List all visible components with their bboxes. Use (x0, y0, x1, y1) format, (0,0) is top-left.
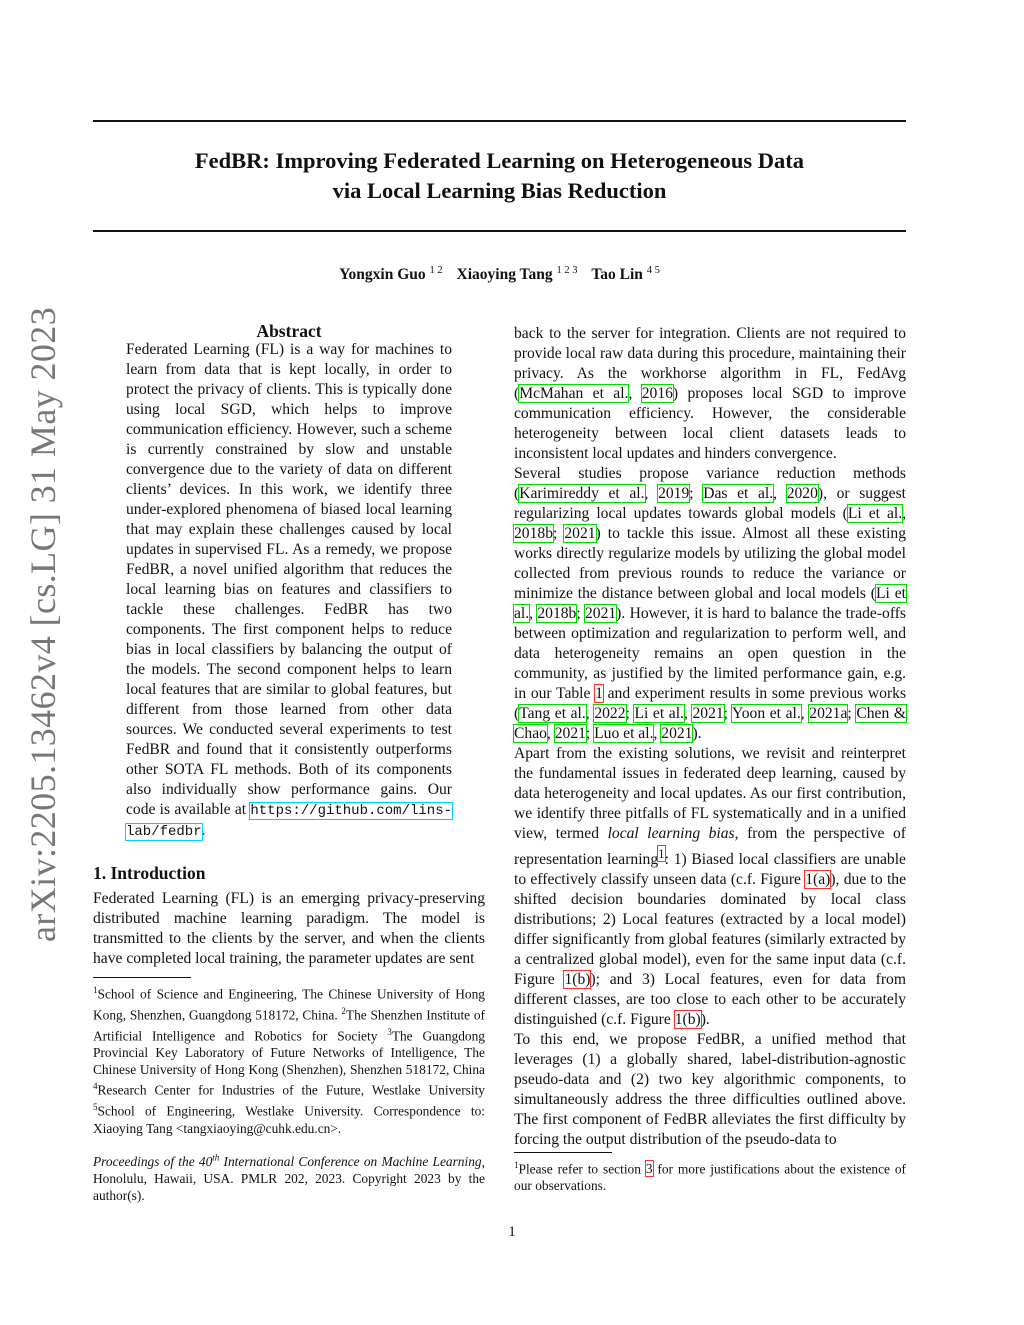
citation-link[interactable]: 2021 (564, 525, 596, 542)
citation-link[interactable]: Tang et al. (519, 705, 586, 722)
citation-link[interactable]: 2021a (809, 705, 848, 722)
proceedings-ordinal: th (212, 1153, 220, 1163)
right-column (514, 324, 906, 1150)
citation-link[interactable]: Chen & Chao (514, 705, 907, 742)
code-repository-link[interactable]: https://github.com/lins-lab/fedbr (126, 803, 452, 840)
footnote-rule (93, 977, 191, 978)
paragraph: To this end, we propose FedBR, a unified method that leverages (1) a globally shared, label-distribution-agnostic pseudo-data and (2) two key algorithmic components, to simultaneously address the three difficulties outlined above. The first component of FedBR alleviates the first difficulty by forcing the output distribution of the pseudo-data to (514, 1031, 906, 1149)
affiliation-text: School of Engineering, Westlake University. Correspondence to: Xiaoying Tang <tangxiaoying@cuhk.edu.cn>. (93, 1103, 485, 1136)
introduction-paragraph: Federated Learning (FL) is an emerging privacy-preserving distributed machine learning paradigm. The model is transmitted to the clients by the server, and when the clients have completed local training, the parameter updates are sent (93, 890, 485, 967)
author-list (93, 265, 906, 284)
author-affiliation-marks: 4 5 (646, 265, 660, 276)
title-rule-bottom (93, 230, 906, 232)
text-run: ); and 3) Local features, even for data from different classes, are too close to each other to be accurately distinguished (c.f. Figure (514, 971, 906, 1029)
footnote-rule (514, 1152, 612, 1153)
citation-link[interactable]: Li et al. (847, 505, 903, 522)
citation-link[interactable]: 2022 (594, 705, 626, 722)
paper-title-line-2: via Local Learning Bias Reduction (332, 178, 667, 203)
author (591, 266, 660, 283)
proceedings-footnote (93, 1150, 485, 1204)
table-reference-link[interactable]: 1 (595, 685, 603, 702)
abstract-end-punct: . (201, 822, 206, 839)
text-run: Several studies propose variance reduction methods ( (514, 465, 906, 502)
paper-title-line-1: FedBR: Improving Federated Learning on Heterogeneous Data (194, 148, 805, 173)
proceedings-details: , Honolulu, Hawaii, USA. PMLR 202, 2023. Copyright 2023 by the author(s). (93, 1154, 485, 1203)
affiliation-text: Research Center for Industries of the Future, Westlake University (97, 1082, 485, 1098)
abstract-text: Federated Learning (FL) is a way for machines to learn from data that is kept locally, in order to protect the privacy of clients. This is typically done using local SGD, which helps to improve communication efficiency. However, such a scheme is currently constrained by slow and unstable convergence due to the variety of data on different clients’ devices. In this work, we identify three under-explored phenomena of biased local learning that may explain these challenges caused by local updates in supervised FL. As a remedy, we propose FedBR, a novel unified algorithm that reduces the local learning bias on features and classifiers to tackle these challenges. FedBR has two components. The first component helps to reduce bias in local classifiers by balancing the output of the models. The second component helps to learn local features that are similar to global features, but different from those learned from other data sources. We conducted several experiments to test FedBR and found that it consistently outperforms other SOTA FL methods. Both of its components also individually show performance gains. Our code is available at (126, 341, 452, 818)
figure-reference-link[interactable]: 1(a) (805, 871, 831, 889)
proceedings-italic (93, 1154, 482, 1169)
citation-link[interactable]: 2019 (658, 485, 690, 502)
text-run: ) proposes local SGD to improve communication efficiency. However, the considerable heterogeneity between local client datasets leads to inconsistent local updates and hinders convergence. (514, 385, 907, 462)
affiliations-footnote (93, 982, 485, 1137)
affiliation-mark: 1 (93, 985, 98, 995)
author-name: Yongxin Guo (339, 266, 426, 284)
text-run: ). However, it is hard to balance the trade-offs between optimization and regularization to perform well, and data heterogeneity remains an open question in the community, as justified by the limited performance gain, e.g. in our Table (514, 605, 906, 702)
footnote-mark: 1 (514, 1160, 519, 1170)
text-run: ), due to the shifted decision boundaries dominated by local class distributions; 2) Local features (extracted by a local model) differ significantly from global features (similarly extracted by a centralized global model), even for the same input data (c.f. Figure (514, 871, 907, 989)
text-run: ) to tackle this issue. Almost all these existing works directly regularize models by utilizing the global model collected from previous rounds to reduce the variance or minimize the distance between global and local models ( (514, 525, 907, 602)
citation-link[interactable]: Li et al. (634, 705, 684, 722)
author (457, 266, 578, 283)
citation-link[interactable]: Luo et al. (594, 725, 654, 742)
footnote-text: for more justifications about the existence of our observations. (514, 1161, 906, 1194)
text-run: , from the perspective of representation learning (514, 825, 906, 869)
observations-footnote (514, 1157, 906, 1195)
author-affiliation-marks: 1 2 (429, 265, 443, 276)
text-run: Apart from the existing solutions, we revisit and reinterpret the fundamental issues in federated deep learning, caused by data heterogeneity and local updates. As our first contribution, we identify three pitfalls of FL systematically and in a unified view, termed (514, 745, 906, 842)
affiliation-mark: 4 (93, 1081, 98, 1092)
abstract-body (126, 340, 452, 842)
author-affiliation-marks: 1 2 3 (556, 265, 578, 276)
affiliation-mark: 2 (341, 1006, 346, 1017)
citation-link[interactable]: 2018b (537, 605, 577, 622)
introduction-body (93, 889, 485, 969)
affiliation-mark: 3 (387, 1027, 392, 1038)
figure-reference-link[interactable]: 1(b) (674, 1011, 701, 1029)
page-number: 1 (508, 1224, 516, 1240)
citation-link[interactable]: Karimireddy et al. (519, 485, 645, 502)
paragraph (514, 744, 906, 1030)
introduction-heading: 1. Introduction (93, 863, 206, 883)
author-name: Tao Lin (591, 266, 643, 284)
citation-link[interactable]: 2021 (692, 705, 724, 722)
section-reference-link[interactable]: 3 (645, 1161, 653, 1177)
text-run: : 1) Biased local classifiers are unable to effectively classify unseen data (c.f. Figure (514, 851, 906, 889)
text-run: back to the server for integration. Clients are not required to provide local raw data during this procedure, maintaining their privacy. As the workhorse algorithm in FL, FedAvg ( (514, 325, 906, 402)
affiliation-text: School of Science and Engineering, The Chinese University of Hong Kong, Shenzhen, Guangdong 518172, China. (93, 986, 485, 1023)
text-run: ). (692, 725, 702, 742)
citation-link[interactable]: 2020 (786, 485, 818, 502)
citation-link[interactable]: 2021 (661, 725, 693, 742)
conference-name: International Conference on Machine Learning (223, 1154, 482, 1170)
abstract-heading: Abstract (256, 321, 322, 341)
citation-link[interactable]: 2021 (554, 725, 586, 742)
citation-link[interactable]: Das et al. (703, 485, 774, 502)
citation-link[interactable]: Li et al. (514, 585, 906, 622)
citation-link[interactable]: Yoon et al. (732, 705, 801, 722)
citation-link[interactable]: 2021 (584, 605, 617, 622)
title-rule-top (93, 120, 906, 122)
arxiv-identifier-stamp: arXiv:2205.13462v4 [cs.LG] 31 May 2023 (23, 306, 63, 942)
citation-link[interactable]: 2016 (641, 385, 673, 402)
affiliation-text: The Shenzhen Institute of Artificial Intelligence and Robotics for Society (93, 1007, 485, 1044)
figure-reference-link[interactable]: 1(b) (564, 971, 591, 989)
author (339, 266, 443, 283)
text-run: ), or suggest regularizing local updates towards global models ( (514, 485, 906, 522)
citation-link[interactable]: McMahan et al. (519, 385, 629, 402)
proceedings-edition: 40 (198, 1154, 213, 1170)
author-name: Xiaoying Tang (456, 266, 553, 284)
footnote-reference-link[interactable]: 1 (658, 846, 665, 861)
proceedings-prefix: Proceedings of the (93, 1154, 195, 1170)
affiliation-text: The Guangdong Provincial Key Laboratory of Future Networks of Intelligence, The Chinese University of Hong Kong (Shenzhen), Shenzhen 518172, China (93, 1028, 485, 1077)
text-run: and experiment results in some previous works ( (514, 685, 907, 722)
citation-link[interactable]: 2018b (514, 525, 553, 542)
paragraph: Several studies propose variance reduction methods (Karimireddy et al., 2019; Das et al., 2020), or suggest regularizing local updates towards global models (Li et al., 2018b; 2021) to tackle this issue. Almost all these existing works directly regularize models by utilizing the global model collected from previous rounds to reduce the variance or minimize the distance between global and local models (Li et al., 2018b; 2021). However, it is hard to balance the trade-offs between optimization and regularization to perform well, and data heterogeneity remains an open question in the community, as justified by the limited performance gain, e.g. in our Table 1 and experiment results in some previous works (Tang et al., 2022; Li et al., 2021; Yoon et al., 2021a; Chen & Chao, 2021; Luo et al., 2021). (514, 465, 907, 742)
text-run: ). (700, 1011, 710, 1029)
paragraph: back to the server for integration. Clients are not required to provide local raw data during this procedure, maintaining their privacy. As the workhorse algorithm in FL, FedAvg (McMahan et al., 2016) proposes local SGD to improve communication efficiency. However, the considerable heterogeneity between local client datasets leads to inconsistent local updates and hinders convergence. (514, 325, 907, 462)
emphasized-term: local learning bias (607, 825, 735, 842)
affiliation-mark: 5 (93, 1102, 98, 1113)
footnote-text: Please refer to section (518, 1161, 641, 1177)
